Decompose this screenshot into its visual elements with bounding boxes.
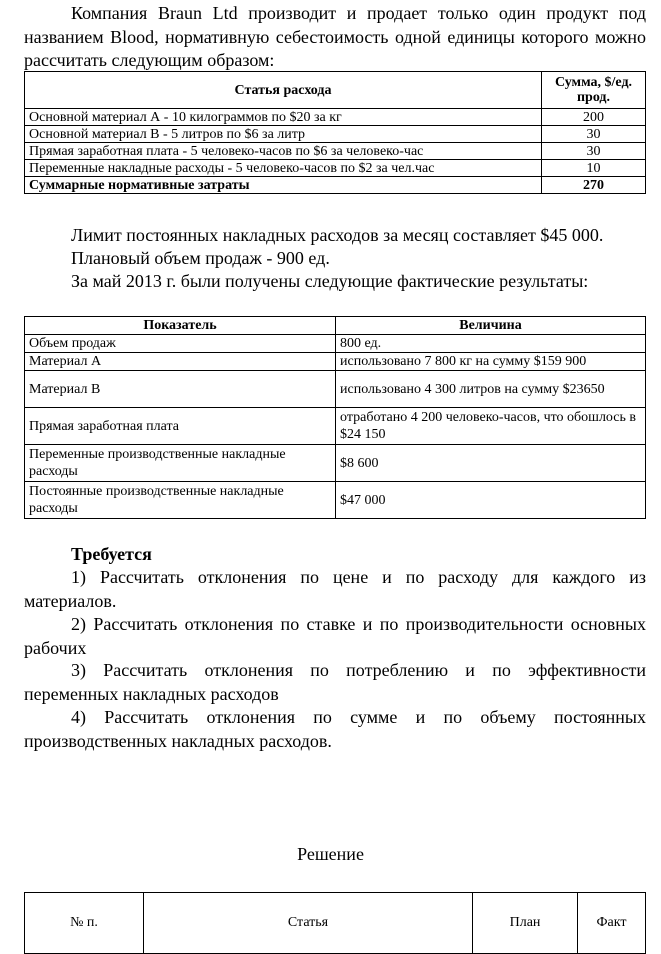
table-row [25,335,646,353]
indicator-cell: Прямая заработная плата [25,408,336,445]
indicator-cell: Объем продаж [25,335,336,353]
cost-item: Переменные накладные расходы - 5 человеко-часов по $2 за чел.час [25,160,542,177]
actual-results-table [24,316,646,519]
table-row [25,353,646,371]
table-row [25,371,646,408]
cost-amount: 30 [542,143,646,160]
intro-paragraph: Компания Braun Ltd производит и продает только один продукт под названием Blood, нормативную себестоимость одной единицы которого можно рассчитать следующим образом: [24,3,646,70]
indicator-cell: Переменные производственные накладные расходы [25,445,336,482]
table-row [25,482,646,519]
table-row [25,160,646,177]
planned-volume-line: Плановый объем продаж - 900 ед. [71,248,330,268]
value-cell: использовано 7 800 кг на сумму $159 900 [336,353,646,371]
header-number: № п. [25,893,144,954]
header-indicator: Показатель [25,317,336,335]
header-cost-item: Статья расхода [25,72,542,109]
cost-item: Основной материал В - 5 литров по $6 за литр [25,126,542,143]
value-cell: $47 000 [336,482,646,519]
table-row [25,126,646,143]
fixed-overhead-limit-line: Лимит постоянных накладных расходов за месяц составляет $45 000. [71,225,604,245]
task-item: 1) Рассчитать отклонения по цене и по расходу для каждого из материалов. [24,567,646,611]
cost-amount: 200 [542,109,646,126]
table-row [25,109,646,126]
task-item: 3) Рассчитать отклонения по потреблению и по эффективности переменных накладных расходов [24,660,646,704]
value-cell: использовано 4 300 литров на сумму $23650 [336,371,646,408]
task-item: 2) Рассчитать отклонения по ставке и по производительности основных рабочих [24,614,646,658]
total-row [25,177,646,194]
table-row [25,445,646,482]
value-cell: 800 ед. [336,335,646,353]
value-cell: $8 600 [336,445,646,482]
solution-title: Решение [297,844,364,864]
table-row [25,143,646,160]
cost-item: Основной материал А - 10 килограммов по $20 за кг [25,109,542,126]
indicator-cell: Материал А [25,353,336,371]
task-item: 4) Рассчитать отклонения по сумме и по объему постоянных производственных накладных расходов. [24,707,646,751]
header-amount: Сумма, $/ед. прод. [542,72,646,109]
task-title: Требуется [71,544,152,564]
standard-cost-table [24,71,646,194]
solution-table [24,892,646,954]
cost-item: Прямая заработная плата - 5 человеко-часов по $6 за человеко-час [25,143,542,160]
indicator-cell: Постоянные производственные накладные расходы [25,482,336,519]
table-row [25,408,646,445]
cost-amount: 10 [542,160,646,177]
total-label: Суммарные нормативные затраты [25,177,542,194]
header-plan: План [473,893,578,954]
cost-amount: 30 [542,126,646,143]
header-value: Величина [336,317,646,335]
value-cell: отработано 4 200 человеко-часов, что обошлось в $24 150 [336,408,646,445]
actual-results-line: За май 2013 г. были получены следующие фактические результаты: [71,271,589,291]
indicator-cell: Материал В [25,371,336,408]
header-item: Статья [144,893,473,954]
total-amount: 270 [542,177,646,194]
header-actual: Факт [578,893,646,954]
